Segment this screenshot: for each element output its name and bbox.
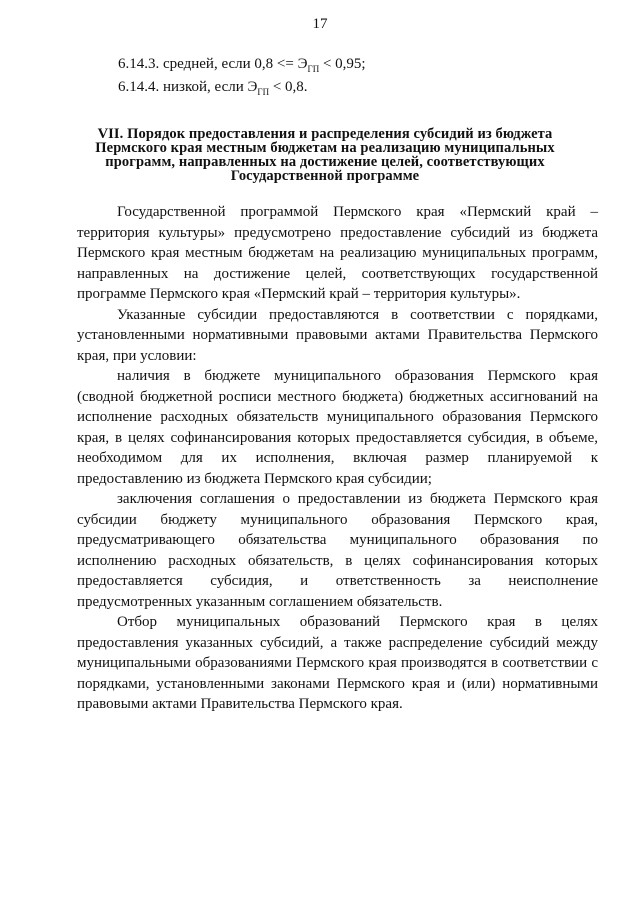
paragraph: заключения соглашения о предоставлении из бюджета Пермского края субсидии бюджету муниципального образования Пермского края, предусматривающего обязательства муниципального образования по исполнению расходных обязательств, в целях софинансирования которых предоставляется субсидия, и ответственность за неисполнение предусмотренных указанным соглашением обязательств. xyxy=(77,491,598,610)
page-number: 17 xyxy=(312,16,328,32)
paragraph: Отбор муниципальных образований Пермского края в целях предоставления указанных субсидий, а также распределение субсидий между муниципальными образованиями Пермского края производятся в соответствии с порядками, установленными законами Пермского края и (или) нормативными правовыми актами Правительства Пермского края. xyxy=(77,614,598,712)
section-heading: VII. Порядок предоставления и распределения субсидий из бюджета Пермского края местным бюджетам на реализацию муниципальных программ, направленных на достижение целей, соответствующих Государственной программе xyxy=(95,126,555,184)
list-item-subscript: ГП xyxy=(307,64,320,74)
list-item-text: 6.14.4. низкой, если Э xyxy=(118,79,258,95)
list-item-6-14-3 xyxy=(118,56,366,74)
paragraph: наличия в бюджете муниципального образования Пермского края (сводной бюджетной росписи местного бюджета) бюджетных ассигнований на исполнение расходных обязательств муниципального образования Пермского края, в целях софинансирования которых предоставляется субсидия, в объеме, необходимом для их исполнения, включая размер планируемой к предоставлению из бюджета Пермского края субсидии; xyxy=(77,368,598,487)
list-item-text: 6.14.3. средней, если 0,8 <= Э xyxy=(118,56,308,72)
paragraph: Государственной программой Пермского края «Пермский край – территория культуры» предусмотрено предоставление субсидий из бюджета Пермского края местным бюджетам на реализацию муниципальных программ, направленных на достижение целей, соответствующих государственной программе Пермского края «Пермский край – территория культуры». xyxy=(77,204,598,302)
paragraph: Указанные субсидии предоставляются в соответствии с порядками, установленными нормативными правовыми актами Правительства Пермского края, при условии: xyxy=(77,306,598,364)
section-body xyxy=(77,202,598,715)
list-item-condition: < 0,95; xyxy=(319,56,366,72)
list-item-6-14-4 xyxy=(118,79,308,97)
list-item-subscript: ГП xyxy=(257,87,270,97)
list-item-condition: < 0,8. xyxy=(269,79,308,95)
